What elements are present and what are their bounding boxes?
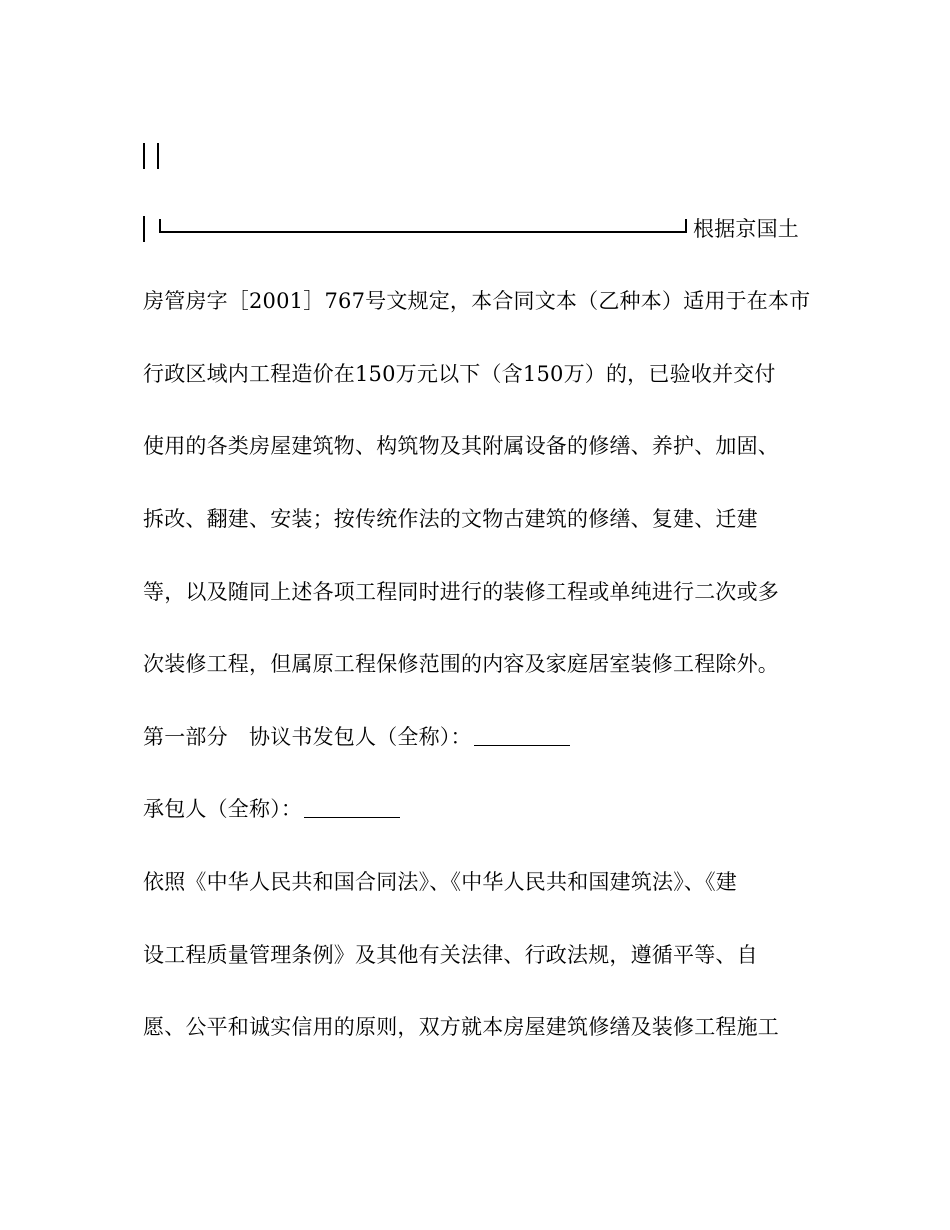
document-body — [143, 120, 823, 1064]
employer-label: 第一部分 协议书发包人（全称）： — [143, 724, 472, 749]
paragraph-text: 拆改、翻建、安装；按传统作法的文物古建筑的修缮、复建、迁建 — [143, 506, 758, 531]
box-border-mark — [143, 216, 145, 242]
box-border-top — [143, 120, 823, 193]
paragraph-text: 行政区域内工程造价在150万元以下（含150万）的，已验收并交付 — [143, 361, 776, 386]
paragraph-text: 等，以及随同上述各项工程同时进行的装修工程或单纯进行二次或多 — [143, 579, 779, 604]
box-bottom-rule — [159, 219, 687, 239]
contractor-label: 承包人（全称）： — [143, 797, 303, 822]
contractor-line — [143, 773, 823, 846]
box-border-bottom-line — [143, 193, 823, 266]
paragraph-text: 愿、公平和诚实信用的原则，双方就本房屋建筑修缮及装修工程施工 — [143, 1015, 779, 1040]
paragraph-text: 依照《中华人民共和国合同法》、《中华人民共和国建筑法》、《建 — [143, 869, 737, 894]
employer-line — [143, 701, 823, 774]
paragraph-text: 设工程质量管理条例》及其他有关法律、行政法规，遵循平等、自 — [143, 942, 758, 967]
box-border-mark — [157, 143, 159, 169]
paragraph-text: 根据京国土 — [693, 216, 799, 241]
box-border-mark — [143, 143, 145, 169]
paragraph-text: 使用的各类房屋建筑物、构筑物及其附属设备的修缮、养护、加固、 — [143, 434, 779, 459]
paragraph-text: 次装修工程，但属原工程保修范围的内容及家庭居室装修工程除外。 — [143, 652, 779, 677]
contractor-name-blank[interactable] — [304, 797, 400, 818]
paragraph-text: 房管房字［2001］767号文规定，本合同文本（乙种本）适用于在本市 — [143, 289, 811, 314]
employer-name-blank[interactable] — [474, 725, 570, 746]
